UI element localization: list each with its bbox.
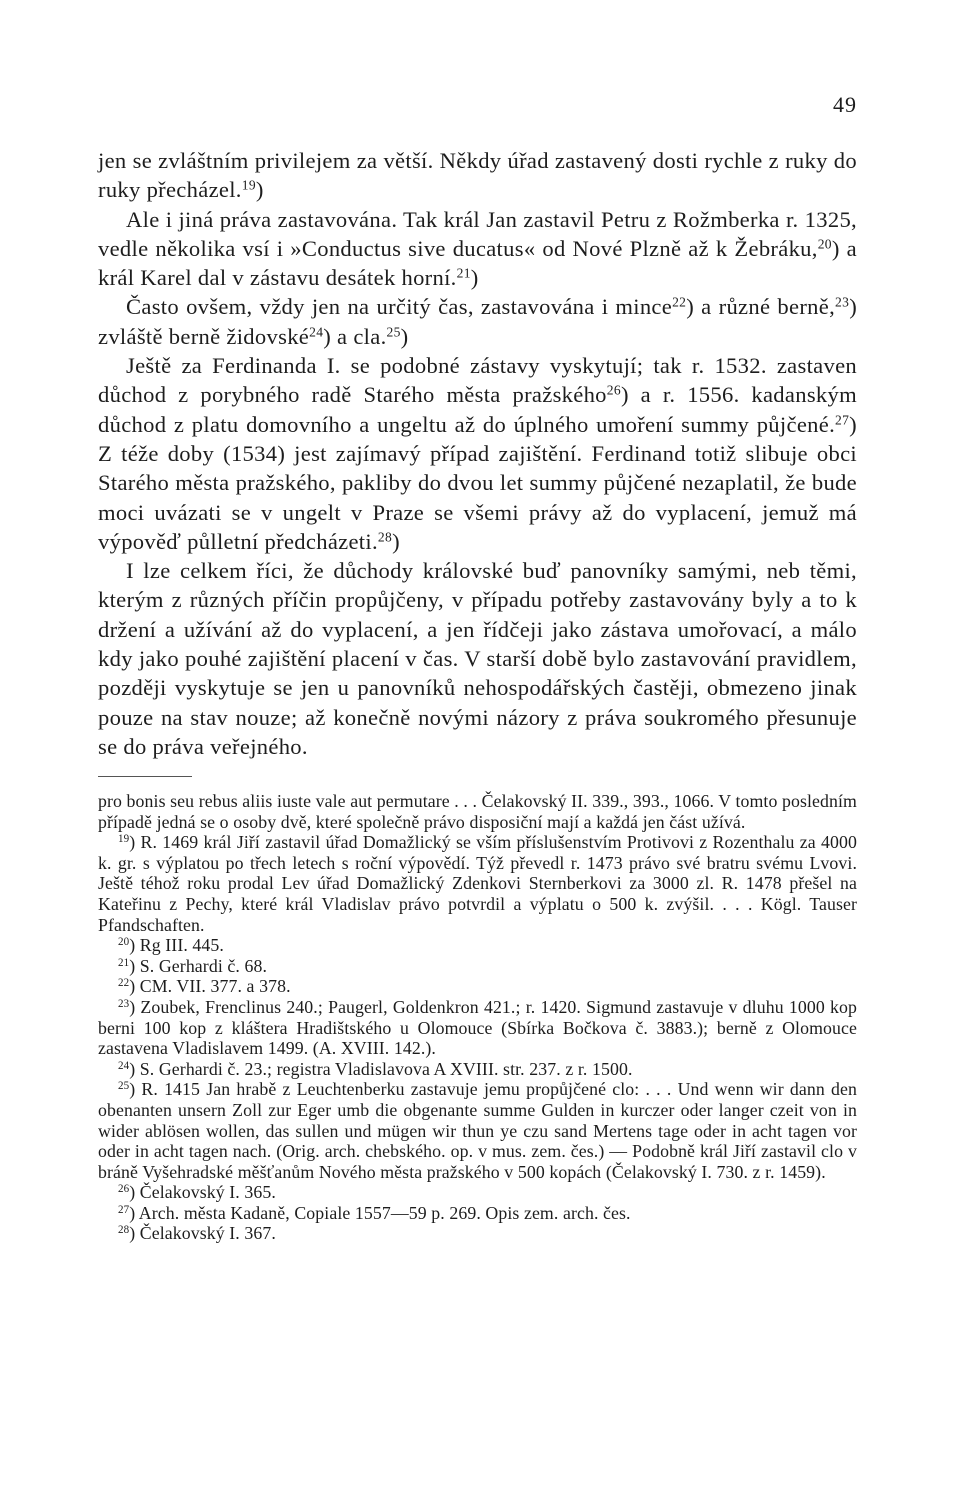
footnote-ref: 27 xyxy=(835,412,850,428)
footnote-number: 24 xyxy=(118,1059,130,1072)
footnote-23 xyxy=(98,997,857,1059)
paragraph-3 xyxy=(98,292,857,351)
footnote-ref: 21 xyxy=(456,265,471,281)
footnote-25 xyxy=(98,1079,857,1182)
footnote-text: ) Rg III. 445. xyxy=(129,935,224,956)
footnote-text: ) Zoubek, Frenclinus 240.; Paugerl, Goldenkron 421.; r. 1420. Sigmund zastavuje v dluhu 1000 kop berni 100 kop z kláštera Hradištského u Olomouce (Sbírka Bočkova č. 3883.); berně z Olomouce zastavena Vladislavem 1499. (A. XVIII. 142.). xyxy=(98,996,857,1059)
footnote-number: 26 xyxy=(118,1183,130,1196)
footnote-number: 21 xyxy=(118,956,130,969)
footnote-21 xyxy=(98,956,857,977)
footnote-text: ) Čelakovský I. 367. xyxy=(129,1223,276,1244)
footnote-ref: 22 xyxy=(672,295,687,311)
footnote-ref: 28 xyxy=(377,529,393,545)
page-number: 49 xyxy=(833,92,857,117)
paragraph-text: I lze celkem říci, že důchody královské buď panovníky samými, neb těmi, kterým z různých příčin propůjčeny, v případu potřeby zastavovány byly a to k držení a užívání až do vyplacení, a jen řídčeji jako zástava umořovací, a málo kdy jako pouhé zajištění placení v čas. V starší době bylo zastavování pravidlem, později vyskytuje se jen u panovníků nehospodářských častěji, obmezeno jinak pouze na stav nouze; až konečně novými názory z práva soukromého přesunuje se do práva veřejného. xyxy=(98,558,857,759)
footnote-28 xyxy=(98,1223,857,1244)
footnote-24 xyxy=(98,1059,857,1080)
paragraph-2 xyxy=(98,205,857,293)
footnote-text: ) R. 1469 král Jiří zastavil úřad Domažlický se vším příslušenstvím Protivovi z Rozenthalu za 4000 k. gr. s výplatou po třech letech s roční výpovědí. Týž převedl r. 1473 právo své bratru svému Lvovi. Ještě téhož roku prodal Lev úřad Domažlický Zdenkovi Sternberkovi za 3000 zl. R. 1478 přešel na Kateřinu z Pechy, které král Vladislav právo potvrdil a výplatu o 500 k. zvýšil. . . . Kögl. Tauser Pfandschaften. xyxy=(98,832,857,935)
footnote-text: ) Čelakovský I. 365. xyxy=(129,1182,276,1203)
paragraph-text: ) a král Karel dal v zástavu desátek horní. xyxy=(98,235,857,291)
footnote-19 xyxy=(98,832,857,935)
paragraph-text: jen se zvláštním privilejem za větší. Někdy úřad zastavený dosti rychle z ruky do ruky přecházel. xyxy=(98,148,857,203)
paragraph-5 xyxy=(98,556,857,761)
paragraph-text: ) Z téže doby (1534) jest zajímavý případ zajištění. Ferdinand totiž slibuje obci Starého města pražského, pakliby do dvou let summy půjčené nezaplatil, že bude moci uvázati se v ungelt v Praze se všemi právy až do vyplacení, jemuž má výpověď půlletní předcházeti. xyxy=(98,411,857,554)
paragraph-text: ) zvláště berně židovské xyxy=(98,294,858,349)
footnote-27 xyxy=(98,1203,857,1224)
footnote-text: pro bonis seu rebus aliis iuste vale aut permutare . . . Čelakovský II. 339., 393., 1066. V tomto posledním případě jedná se o osoby dvě, které společně právo disposiční mají a každá jen část užívá. xyxy=(98,791,857,832)
footnote-number: 20 xyxy=(118,936,130,949)
paragraph-text: ) xyxy=(470,265,479,291)
footnote-separator xyxy=(98,776,192,777)
paragraph-text: Často ovšem, vždy jen na určitý čas, zastavována i mince xyxy=(126,294,673,320)
paragraph-text: ) a různé berně, xyxy=(686,294,836,320)
paragraph-text: ) xyxy=(392,528,400,554)
paragraph-text: ) a cla. xyxy=(323,323,387,349)
footnote-number: 22 xyxy=(118,977,130,990)
footnote-20 xyxy=(98,935,857,956)
paragraph-text: ) a r. 1556. kadanským důchod z platu domovního a ungeltu až do úplného umoření summy půjčené. xyxy=(98,382,857,437)
paragraph-text: ) xyxy=(400,323,409,349)
footnote-ref: 25 xyxy=(386,324,401,340)
paragraph-text: Ale i jiná práva zastavována. Tak král Jan zastavil Petru z Rožmberka r. 1325, vedle několika vsí i »Conductus sive ducatus« od Nové Plzně až k Žebráku, xyxy=(98,206,857,261)
footnote-22 xyxy=(98,976,857,997)
footnote-text: ) S. Gerhardi č. 68. xyxy=(129,955,268,976)
paragraph-1 xyxy=(98,146,857,205)
footnote-26 xyxy=(98,1182,857,1203)
footnote-ref: 23 xyxy=(835,295,850,311)
footnote-number: 19 xyxy=(118,833,130,846)
footnote-text: ) S. Gerhardi č. 23.; registra Vladislavova A XVIII. str. 237. z r. 1500. xyxy=(129,1058,633,1079)
paragraph-4 xyxy=(98,351,857,556)
footnote-number: 28 xyxy=(118,1224,130,1237)
footnote-text: ) Arch. města Kadaně, Copiale 1557—59 p. 269. Opis zem. arch. čes. xyxy=(129,1202,631,1223)
footnote-number: 25 xyxy=(118,1080,130,1093)
paragraph-text: Ještě za Ferdinanda I. se podobné zástavy vyskytují; tak r. 1532. zastaven důchod z porybného radě Starého města pražského xyxy=(98,353,857,408)
paragraph-text: ) xyxy=(255,177,264,203)
footnote-ref: 20 xyxy=(817,236,832,252)
footnote-number: 27 xyxy=(118,1203,130,1216)
footnote-ref: 19 xyxy=(241,177,256,193)
footnote-continuation xyxy=(98,791,857,832)
footnote-text: ) R. 1415 Jan hrabě z Leuchtenberku zastavuje jemu propůjčené clo: . . . Und wenn wir dann den obenanten unsern Zoll zur Eger umb die obgenante summe Gulden in kurczer oder langer czeit von in wider ablösen wollen, das sullen und mügen wir thun ye czu sand Mertens tage oder in acht tagen vor oder in acht tagen nach. (Orig. arch. chebského. op. v mus. zem. čes.) — Podobně král Jiří zastavil clo v bráně Vyšehradské měšťanům Nového města pražského v 500 kopách (Čelakovský I. 730. z r. 1459). xyxy=(98,1079,857,1182)
footnote-number: 23 xyxy=(118,997,130,1010)
footnotes xyxy=(98,791,857,1244)
main-text xyxy=(98,146,857,761)
footnote-ref: 26 xyxy=(606,382,621,398)
footnote-text: ) CM. VII. 377. a 378. xyxy=(129,976,291,997)
footnote-ref: 24 xyxy=(309,324,324,340)
